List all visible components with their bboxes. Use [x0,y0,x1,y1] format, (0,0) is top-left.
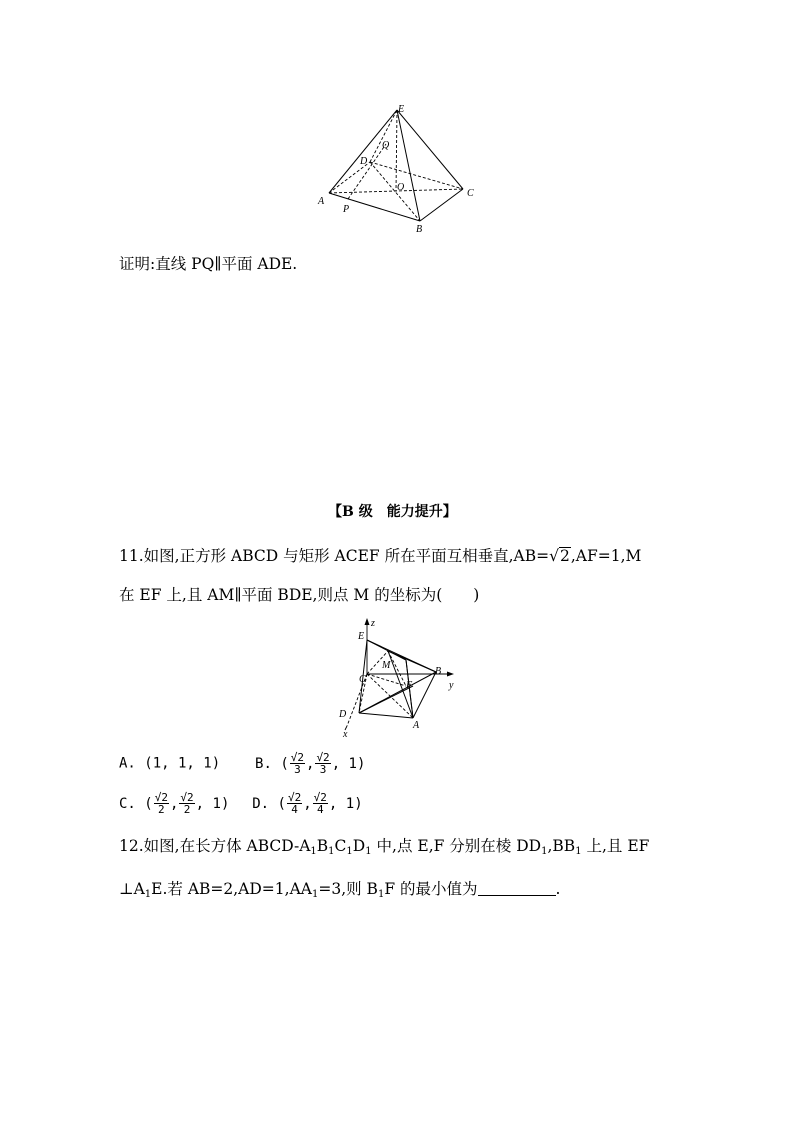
q11-sqrt-value: 2 [559,547,570,565]
q11-options-row2 [119,792,363,815]
numerator: √2 [180,791,194,804]
separator: , [169,795,179,812]
q12-text: . [555,880,561,898]
q12-text: ,BB [547,837,576,855]
section-heading: 【B 级 能力提升】 [328,504,457,520]
label-y: y [449,680,454,691]
q12-text: D [352,837,366,855]
label-B: B [416,224,423,235]
numerator: √2 [290,751,304,764]
fraction [179,792,194,815]
q12-text: B [316,837,329,855]
subscript: 1 [346,846,353,857]
label-Q: Q [382,140,390,151]
fraction [315,752,330,775]
numerator: √2 [154,791,168,804]
label-A: A [318,196,325,207]
fraction [313,792,328,815]
q12-text: E.若 AB=2,AD=1,AA [151,880,312,898]
option-c-label: C. ( [119,795,153,812]
subscript: 1 [541,846,548,857]
subscript: 1 [310,846,317,857]
q12-text: F 的最小值为 [384,880,478,898]
q12-text: ⊥A [119,880,145,898]
numerator: √2 [316,751,330,764]
label-z: z [371,618,375,629]
label-C: C [359,674,366,685]
option-d-tail: , 1) [328,795,363,812]
separator: , [306,755,315,772]
q12-text: 中,点 E,F 分别在棱 DD [371,837,542,855]
label-E: E [358,631,365,642]
denominator: 2 [183,803,191,816]
q12-line2 [119,879,560,905]
subscript: 1 [328,846,335,857]
label-D: D [360,156,368,167]
pyramid-diagram [310,100,485,240]
option-c-tail: , 1) [195,795,230,812]
subscript: 1 [377,889,385,900]
subscript: 1 [365,846,372,857]
coordinate-figure [333,616,463,738]
option-b-label: B. ( [255,755,289,772]
q12-text: 上,且 EF [581,837,650,855]
denominator: 4 [316,803,324,816]
proof-line: 证明:直线 PQ∥平面 ADE. [119,255,298,273]
q11-options-row1 [119,752,365,775]
option-d-label: D. ( [252,795,286,812]
subscript: 1 [311,889,319,900]
label-E: E [398,104,405,115]
option-d [252,791,363,816]
denominator: 4 [291,803,298,816]
q11-line1-suffix: ,AF=1,M [570,547,642,565]
sqrt-symbol: √ [549,547,559,565]
label-P: P [343,204,350,215]
q12-line1 [119,836,649,862]
option-c [119,791,230,816]
label-M: M [382,660,391,671]
coordinate-diagram [333,616,463,738]
numerator: √2 [313,791,327,804]
fraction [290,752,305,775]
denominator: 3 [294,763,301,776]
label-O: O [397,182,405,193]
subscript: 1 [575,846,582,857]
option-a: A. (1, 1, 1) [119,755,221,772]
label-C: C [467,188,474,199]
answer-blank[interactable] [478,881,556,896]
q12-text: C [334,837,347,855]
q11-line1 [119,546,641,566]
label-A: A [413,720,420,731]
fraction [287,792,302,815]
numerator: √2 [287,791,302,804]
label-x: x [343,729,348,738]
separator: , [303,795,312,812]
subscript: 1 [144,889,152,900]
q12-text: 12.如图,在长方体 ABCD-A [119,837,311,855]
denominator: 3 [319,763,327,776]
pyramid-figure [310,100,485,240]
option-b [255,751,366,776]
option-b-tail: , 1) [331,755,366,772]
q12-text: =3,则 B [318,880,378,898]
denominator: 2 [158,803,165,816]
q11-line1-prefix: 11.如图,正方形 ABCD 与矩形 ACEF 所在平面互相垂直,AB= [119,547,550,565]
fraction [154,792,169,815]
label-B: B [435,666,442,677]
label-D: D [339,709,347,720]
label-F: F [406,680,413,691]
q11-line2: 在 EF 上,且 AM∥平面 BDE,则点 M 的坐标为( ) [119,586,480,604]
